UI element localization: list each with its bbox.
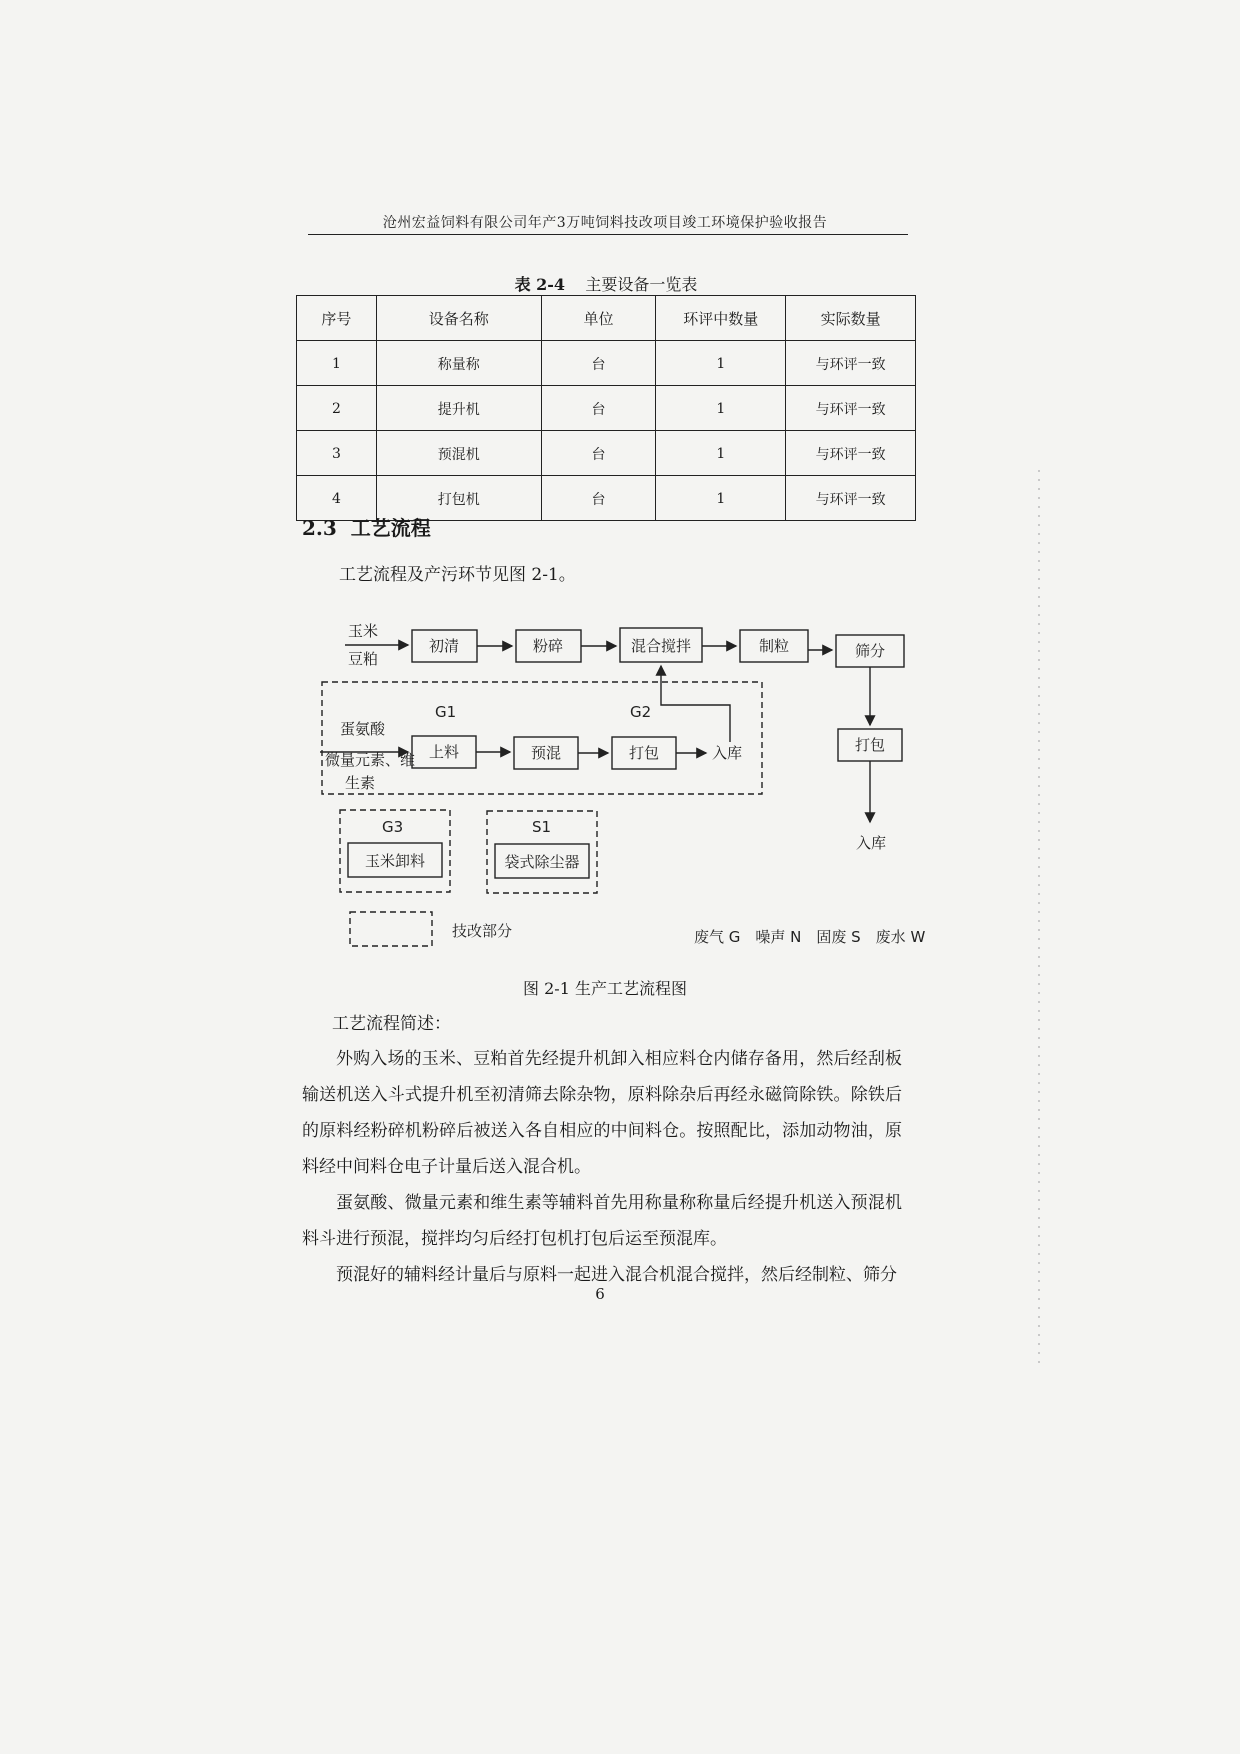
table-caption — [296, 272, 916, 295]
table-cell: 1 — [656, 341, 786, 386]
table-cell: 称量称 — [376, 341, 541, 386]
process-label: 制粒 — [758, 637, 790, 655]
input-label: 蛋氨酸 — [340, 720, 386, 738]
section-heading — [302, 512, 431, 541]
storage-label: 入库 — [712, 744, 743, 762]
process-flow-diagram — [300, 600, 940, 970]
table-cell: 1 — [297, 341, 377, 386]
process-label: 混合搅拌 — [630, 637, 692, 655]
flow-arrow — [661, 666, 730, 742]
table-cell: 1 — [656, 386, 786, 431]
table-cell: 与环评一致 — [786, 431, 916, 476]
section-title: 工艺流程 — [350, 516, 431, 540]
column-header: 设备名称 — [376, 296, 541, 341]
legend-label: 技改部分 — [452, 922, 513, 940]
legend-dashed-box — [350, 912, 432, 946]
emission-label: G3 — [382, 818, 404, 836]
storage-label: 入库 — [856, 834, 887, 852]
table-row — [297, 386, 916, 431]
table-row — [297, 341, 916, 386]
scan-margin-mark — [1038, 470, 1040, 1370]
table-row — [297, 431, 916, 476]
process-label: 打包 — [628, 744, 660, 762]
emission-label: G2 — [630, 703, 652, 721]
table-cell: 4 — [297, 476, 377, 521]
process-label: 袋式除尘器 — [504, 853, 580, 871]
table-cell: 与环评一致 — [786, 386, 916, 431]
table-caption-number: 表 2-4 — [514, 275, 566, 294]
page-header: 沧州宏益饲料有限公司年产3万吨饲料技改项目竣工环境保护验收报告 — [382, 215, 828, 231]
process-label: 上料 — [428, 743, 460, 761]
paragraph: 外购入场的玉米、豆粕首先经提升机卸入相应料仓内储存备用，然后经刮板输送机送入斗式提升机至初清筛去除杂物，原料除杂后再经永磁筒除铁。除铁后的原料经粉碎机粉碎后被送入各自相应的中间料仓。按照配比，添加动物油，原料经中间料仓电子计量后送入混合机。 — [302, 1049, 902, 1177]
table-cell: 1 — [656, 476, 786, 521]
equipment-table — [296, 295, 916, 521]
process-label: 筛分 — [854, 642, 886, 660]
table-cell: 台 — [541, 341, 656, 386]
emission-label: G1 — [435, 703, 457, 721]
process-label: 粉碎 — [532, 637, 564, 655]
column-header: 序号 — [297, 296, 377, 341]
table-cell: 提升机 — [376, 386, 541, 431]
input-label: 玉米 — [348, 622, 379, 640]
table-cell: 预混机 — [376, 431, 541, 476]
input-label: 微量元素、维 — [325, 751, 416, 769]
table-cell: 3 — [297, 431, 377, 476]
page-number: 6 — [595, 1285, 605, 1303]
process-label: 玉米卸料 — [364, 852, 426, 870]
input-label: 豆粕 — [348, 650, 379, 668]
table-cell: 2 — [297, 386, 377, 431]
process-label: 初清 — [428, 637, 460, 655]
table-cell: 1 — [656, 431, 786, 476]
input-label: 生素 — [345, 774, 376, 792]
table-cell: 与环评一致 — [786, 341, 916, 386]
column-header: 环评中数量 — [656, 296, 786, 341]
process-label: 打包 — [854, 736, 886, 754]
header-rule — [308, 234, 908, 235]
intro-text: 工艺流程及产污环节见图 2-1。 — [339, 565, 576, 585]
figure-caption: 图 2-1 生产工艺流程图 — [523, 979, 687, 998]
subheading: 工艺流程简述： — [332, 1014, 451, 1034]
paragraph: 蛋氨酸、微量元素和维生素等辅料首先用称量称称量后经提升机送入预混机料斗进行预混，搅拌均匀后经打包机打包后运至预混库。 — [302, 1193, 902, 1249]
table-cell: 台 — [541, 476, 656, 521]
body-text — [302, 1041, 902, 1293]
table-cell: 台 — [541, 386, 656, 431]
legend-codes: 废气 G 噪声 N 固废 S 废水 W — [694, 928, 926, 946]
process-label: 预混 — [530, 744, 562, 762]
column-header: 单位 — [541, 296, 656, 341]
retrofit-region — [322, 682, 762, 794]
table-header-row — [297, 296, 916, 341]
table-cell: 与环评一致 — [786, 476, 916, 521]
table-cell: 台 — [541, 431, 656, 476]
table-caption-title: 主要设备一览表 — [585, 275, 698, 294]
section-number: 2.3 — [302, 516, 337, 540]
column-header: 实际数量 — [786, 296, 916, 341]
paragraph: 预混好的辅料经计量后与原料一起进入混合机混合搅拌，然后经制粒、筛分 — [336, 1265, 897, 1285]
table-cell: 打包机 — [376, 476, 541, 521]
emission-label: S1 — [532, 818, 552, 836]
